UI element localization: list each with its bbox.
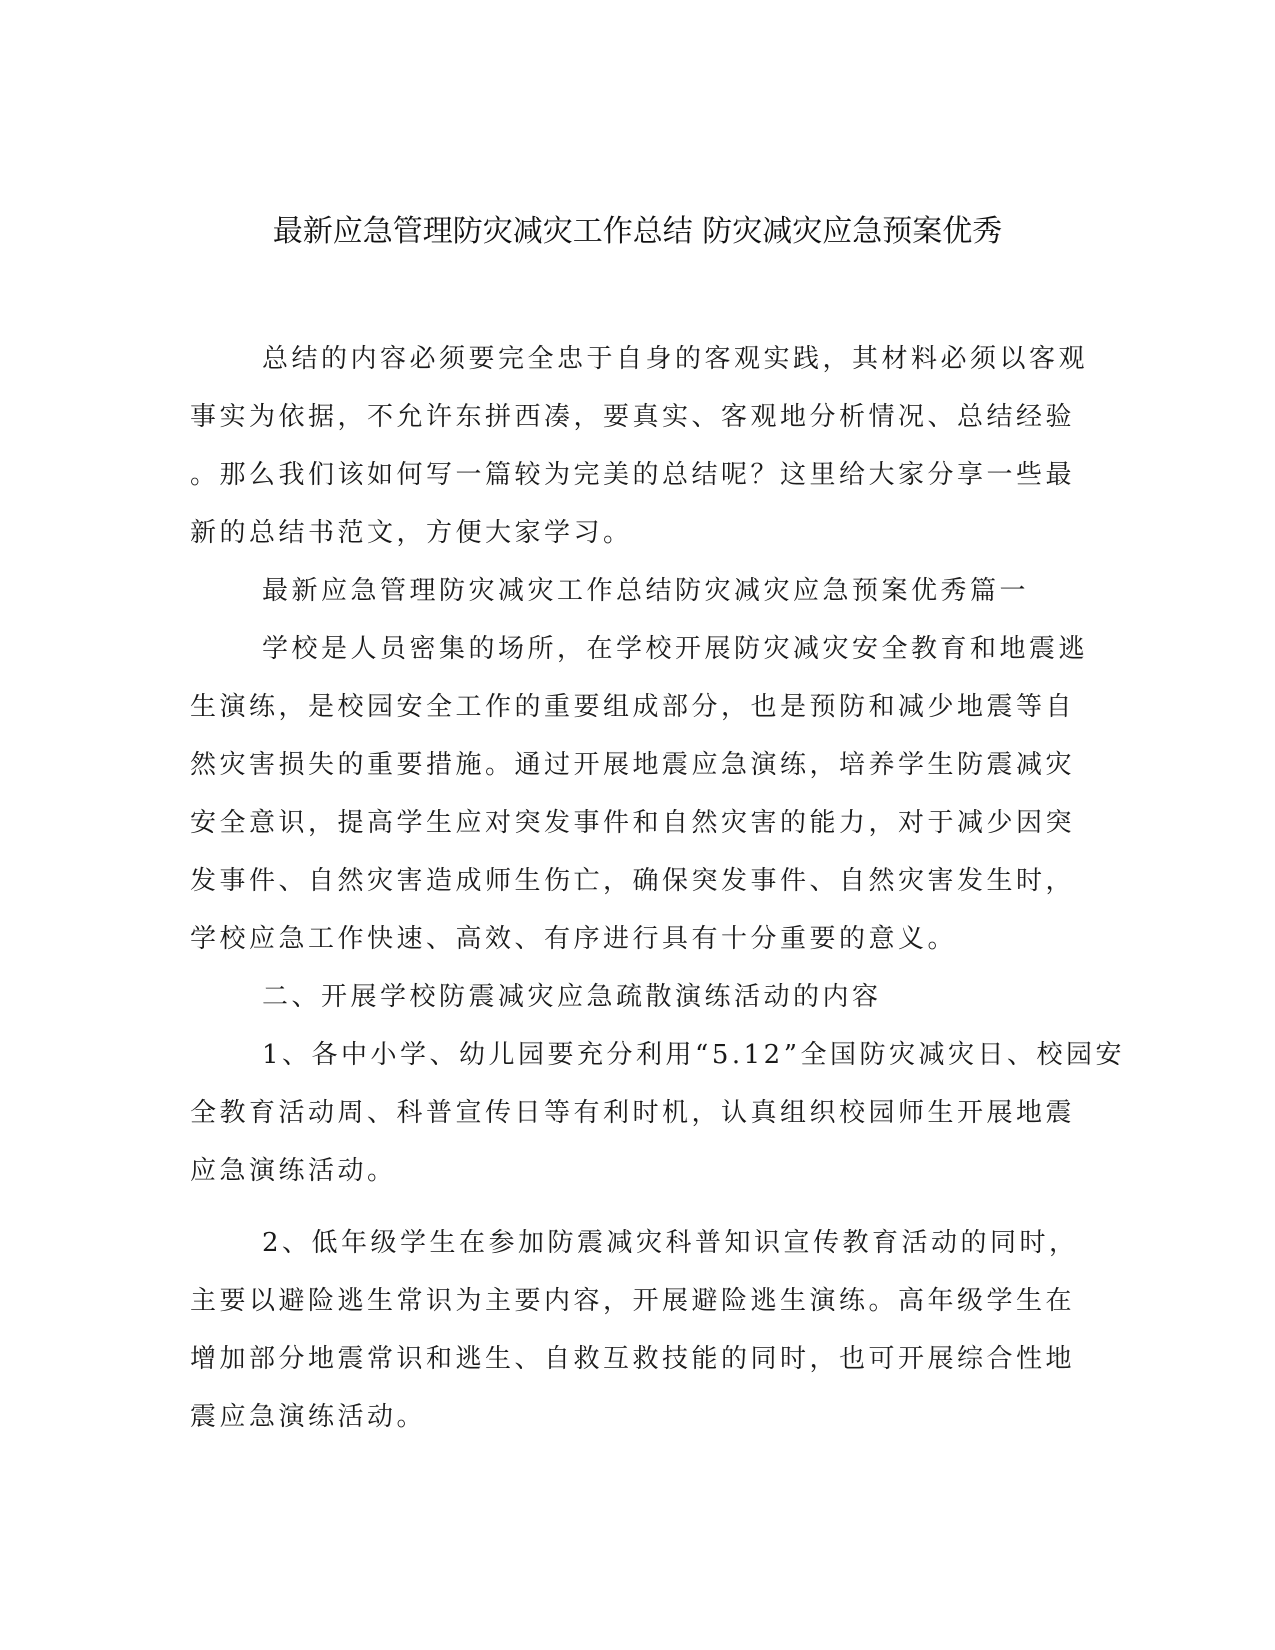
document-title: 最新应急管理防灾减灾工作总结 防灾减灾应急预案优秀 (272, 214, 1003, 249)
paragraph-line: 2、低年级学生在参加防震减灾科普知识宣传教育活动的同时， (262, 1228, 1079, 1258)
paragraph-line: 主要以避险逃生常识为主要内容，开展避险逃生演练。高年级学生在 (190, 1286, 1076, 1316)
paragraph-line: 震应急演练活动。 (190, 1402, 427, 1432)
paragraph-line: 1、各中小学、幼儿园要充分利用“5.12”全国防灾减灾日、校园安 (262, 1040, 1126, 1070)
paragraph-line: 发事件、自然灾害造成师生伤亡，确保突发事件、自然灾害发生时， (190, 866, 1076, 896)
paragraph-line: 安全意识，提高学生应对突发事件和自然灾害的能力，对于减少因突 (190, 808, 1076, 838)
paragraph-line: 学校是人员密集的场所，在学校开展防灾减灾安全教育和地震逃 (262, 634, 1089, 664)
paragraph-line: 全教育活动周、科普宣传日等有利时机，认真组织校园师生开展地震 (190, 1098, 1076, 1128)
paragraph-gap (190, 1200, 1088, 1214)
paragraph-line: 事实为依据，不允许东拼西凑，要真实、客观地分析情况、总结经验 (190, 402, 1076, 432)
section-heading: 最新应急管理防灾减灾工作总结防灾减灾应急预案优秀篇一 (262, 576, 1030, 606)
paragraph-line: 。那么我们该如何写一篇较为完美的总结呢？这里给大家分享一些最 (190, 460, 1076, 490)
document-body (190, 330, 1126, 1446)
paragraph-line: 学校应急工作快速、高效、有序进行具有十分重要的意义。 (190, 924, 958, 954)
paragraph-line: 生演练，是校园安全工作的重要组成部分，也是预防和减少地震等自 (190, 692, 1076, 722)
section-heading: 二、开展学校防震减灾应急疏散演练活动的内容 (262, 982, 882, 1012)
paragraph-line: 增加部分地震常识和逃生、自救互救技能的同时，也可开展综合性地 (190, 1344, 1076, 1374)
paragraph-line: 然灾害损失的重要措施。通过开展地震应急演练，培养学生防震减灾 (190, 750, 1076, 780)
paragraph-line: 总结的内容必须要完全忠于自身的客观实践，其材料必须以客观 (262, 344, 1089, 374)
paragraph-line: 应急演练活动。 (190, 1156, 397, 1186)
paragraph-line: 新的总结书范文，方便大家学习。 (190, 518, 633, 548)
